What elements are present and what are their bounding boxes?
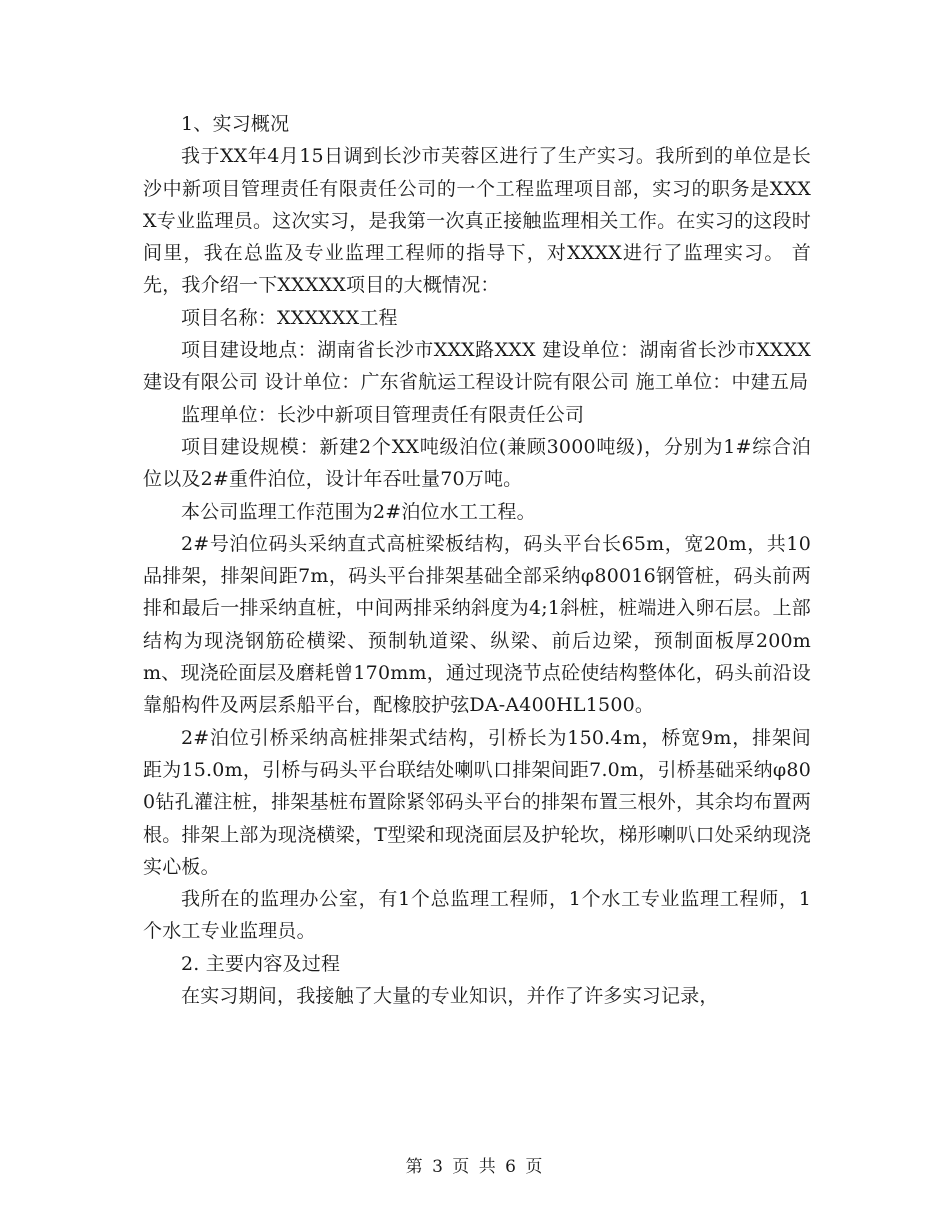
- section-heading-internship-overview: 1、实习概况: [181, 113, 290, 135]
- document-body: [143, 108, 811, 1012]
- paragraph-project-name: 项目名称：XXXXXX工程: [181, 306, 398, 329]
- paragraph-work-scope: 本公司监理工作范围为2#泊位水工工程。: [181, 500, 536, 523]
- paragraph-supervision-unit: 监理单位：长沙中新项目管理责任有限责任公司: [181, 403, 585, 426]
- paragraph-project-scale: 项目建设规模：新建2个XX吨级泊位(兼顾3000吨级)，分别为1#综合泊位以及2#重件泊位，设计年吞吐量70万吨。: [143, 435, 811, 491]
- section-heading-main-content: 2. 主要内容及过程: [181, 952, 341, 975]
- page-number-footer: 第 3 页 共 6 页: [405, 1157, 545, 1177]
- paragraph-approach-bridge: 2#泊位引桥采纳高桩排架式结构，引桥长为150.4m，桥宽9m，排架间距为15.0m，引桥与码头平台联结处喇叭口排架间距7.0m，引桥基础采纳φ800钻孔灌注桩，排架基桩布置除紧邻码头平台的排架布置三根外，其余均布置两根。排架上部为现浇横梁，T型梁和现浇面层及护轮坎，梯形喇叭口处采纳现浇实心板。: [143, 726, 811, 878]
- paragraph-wharf-structure: 2#号泊位码头采纳直式高桩梁板结构，码头平台长65m，宽20m，共10品排架，排架间距7m，码头平台排架基础全部采纳φ80016钢管桩，码头前两排和最后一排采纳直桩，中间两排采纳斜度为4;1斜桩，桩端进入卵石层。上部结构为现浇钢筋砼横梁、预制轨道梁、纵梁、前后边梁，预制面板厚200mm、现浇砼面层及磨耗曾170mm，通过现浇节点砼使结构整体化，码头前沿设靠船构件及两层系船平台，配橡胶护弦DA-A400HL1500。: [143, 532, 811, 717]
- paragraph-internship-period: 在实习期间，我接触了大量的专业知识，并作了许多实习记录，: [181, 985, 719, 1008]
- paragraph-internship-intro: 我于XX年4月15日调到长沙市芙蓉区进行了生产实习。我所到的单位是长沙中新项目管理责任有限责任公司的一个工程监理项目部，实习的职务是XXXX专业监理员。这次实习，是我第一次真正接触监理相关工作。在实习的这段时间里，我在总监及专业监理工程师的指导下，对XXXX进行了监理实习。 首先，我介绍一下XXXXX项目的大概情况：: [143, 145, 811, 297]
- paragraph-office-staff: 我所在的监理办公室，有1个总监理工程师，1个水工专业监理工程师，1个水工专业监理员。: [143, 888, 811, 943]
- paragraph-project-location: 项目建设地点：湖南省长沙市XXX路XXX 建设单位：湖南省长沙市XXXX建设有限公司 设计单位：广东省航运工程设计院有限公司 施工单位：中建五局: [143, 339, 811, 394]
